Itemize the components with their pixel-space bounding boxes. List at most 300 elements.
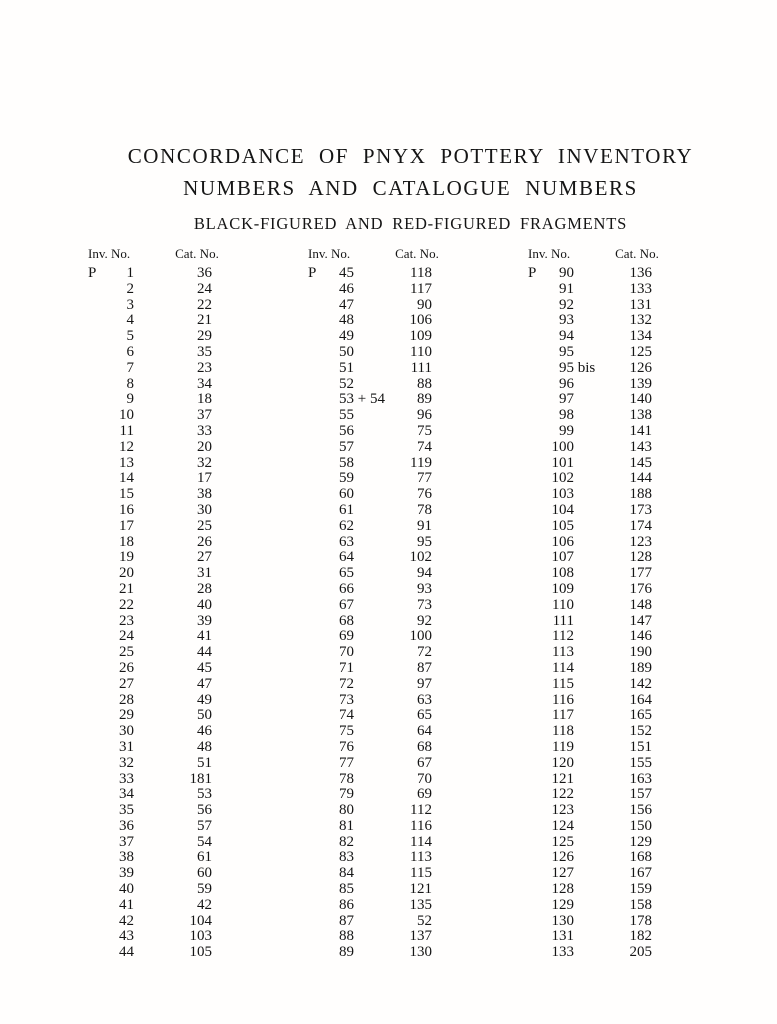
inventory-prefix [308, 693, 328, 709]
inventory-prefix [88, 740, 108, 756]
table-row [308, 677, 436, 693]
inventory-prefix [308, 582, 328, 598]
table-row [528, 929, 656, 945]
inventory-prefix [88, 440, 108, 456]
inventory-prefix [308, 361, 328, 377]
table-row [308, 408, 436, 424]
table-row [88, 882, 216, 898]
catalogue-number: 131 [629, 296, 652, 313]
catalogue-number: 23 [197, 359, 212, 376]
catalogue-number: 123 [629, 533, 652, 550]
inventory-prefix [308, 566, 328, 582]
catalogue-number: 163 [629, 770, 652, 787]
table-row [528, 519, 656, 535]
inventory-number: 68 [339, 612, 354, 629]
inventory-number: 91 [559, 280, 574, 297]
inventory-number: 84 [339, 865, 354, 882]
inventory-prefix [308, 882, 328, 898]
table-row [88, 550, 216, 566]
table-row [528, 629, 656, 645]
rows [88, 266, 216, 961]
inventory-number: 100 [551, 438, 574, 455]
inventory-prefix [88, 661, 108, 677]
inventory-prefix [88, 850, 108, 866]
rows [308, 266, 436, 961]
catalogue-number: 40 [197, 596, 212, 613]
catalogue-number: 126 [629, 359, 652, 376]
inventory-number: 121 [551, 770, 574, 787]
catalogue-number: 94 [417, 565, 432, 582]
inventory-prefix [308, 677, 328, 693]
table-row [308, 803, 436, 819]
inventory-prefix [88, 329, 108, 345]
inventory-prefix [88, 629, 108, 645]
table-row [308, 835, 436, 851]
catalogue-number: 173 [629, 501, 652, 518]
catalogue-number: 42 [197, 896, 212, 913]
table-row [528, 440, 656, 456]
inventory-number: 126 [551, 849, 574, 866]
catalogue-number: 144 [629, 470, 652, 487]
catalogue-number: 102 [409, 549, 432, 566]
table-row [88, 519, 216, 535]
table-row [88, 361, 216, 377]
table-row [528, 329, 656, 345]
table-row [88, 566, 216, 582]
catalogue-number: 68 [417, 738, 432, 755]
inventory-prefix [308, 440, 328, 456]
catalogue-number: 50 [197, 707, 212, 724]
table-row [528, 898, 656, 914]
catalogue-number: 181 [189, 770, 212, 787]
table-row [308, 645, 436, 661]
inventory-prefix [308, 661, 328, 677]
inventory-prefix [308, 898, 328, 914]
inventory-number: 58 [339, 454, 354, 471]
inventory-number: 62 [339, 517, 354, 534]
table-row [308, 377, 436, 393]
inventory-number: 102 [551, 470, 574, 487]
inventory-number: 63 [339, 533, 354, 550]
table-row [528, 945, 656, 961]
inventory-number: 26 [119, 659, 134, 676]
inventory-prefix [528, 329, 548, 345]
table-row [528, 819, 656, 835]
inventory-number: 24 [119, 628, 134, 645]
catalogue-number: 54 [197, 833, 212, 850]
inventory-prefix [88, 313, 108, 329]
inventory-number: 117 [552, 707, 574, 724]
inventory-prefix [528, 598, 548, 614]
inventory-prefix [528, 724, 548, 740]
inventory-number: 93 [559, 312, 574, 329]
inventory-number: 89 [339, 944, 354, 961]
inventory-number: 81 [339, 817, 354, 834]
table-row [308, 598, 436, 614]
catalogue-number: 158 [629, 896, 652, 913]
inventory-prefix [88, 835, 108, 851]
catalogue-number: 146 [629, 628, 652, 645]
inventory-prefix [528, 787, 548, 803]
table-row [528, 850, 656, 866]
table-row [528, 882, 656, 898]
inventory-number: 95 [559, 343, 574, 360]
inventory-number: 69 [339, 628, 354, 645]
table-row: 95 bis 126 [528, 361, 656, 377]
inventory-number: 55 [339, 407, 354, 424]
inventory-prefix [308, 914, 328, 930]
inventory-number: 29 [119, 707, 134, 724]
inventory-prefix [528, 866, 548, 882]
inventory-number: 36 [119, 817, 134, 834]
inventory-number: 52 [339, 375, 354, 392]
table-row [528, 708, 656, 724]
title-line-1: CONCORDANCE OF PNYX POTTERY INVENTORY [127, 144, 694, 168]
inventory-prefix [88, 519, 108, 535]
table-row [88, 614, 216, 630]
catalogue-number: 137 [409, 928, 432, 945]
inventory-prefix [308, 298, 328, 314]
inventory-number: 77 [339, 754, 354, 771]
table-row [88, 377, 216, 393]
inventory-prefix [88, 550, 108, 566]
inventory-number: 60 [339, 486, 354, 503]
inventory-number: 80 [339, 802, 354, 819]
table-row [528, 550, 656, 566]
inventory-number: 61 [339, 501, 354, 518]
inventory-number: 67 [339, 596, 354, 613]
inventory-prefix [308, 629, 328, 645]
inventory-prefix [88, 614, 108, 630]
inventory-prefix [308, 329, 328, 345]
inventory-prefix [308, 345, 328, 361]
inventory-prefix [88, 819, 108, 835]
inventory-prefix [528, 535, 548, 551]
catalogue-number: 72 [417, 644, 432, 661]
inventory-prefix [528, 756, 548, 772]
table-row [88, 803, 216, 819]
inventory-number: 112 [552, 628, 574, 645]
inventory-prefix [308, 724, 328, 740]
catalogue-number: 87 [417, 659, 432, 676]
catalogue-number: 64 [417, 723, 432, 740]
inventory-prefix [528, 929, 548, 945]
table-row [308, 487, 436, 503]
inventory-number: 88 [339, 928, 354, 945]
inventory-number: 76 [339, 738, 354, 755]
inventory-prefix [528, 566, 548, 582]
catalogue-number: 136 [629, 265, 652, 281]
catalogue-number: 145 [629, 454, 652, 471]
catalogue-number: 148 [629, 596, 652, 613]
section-subtitle: BLACK-FIGURED AND RED-FIGURED FRAGMENTS [193, 214, 628, 233]
inventory-number: 83 [339, 849, 354, 866]
catalogue-number: 111 [410, 359, 432, 376]
catalogue-number: 112 [410, 802, 432, 819]
table-row [308, 866, 436, 882]
table-row [88, 629, 216, 645]
catalogue-number: 21 [197, 312, 212, 329]
inventory-number: 85 [339, 881, 354, 898]
inventory-number: 12 [119, 438, 134, 455]
inventory-prefix [88, 345, 108, 361]
inventory-number: 47 [339, 296, 354, 313]
catalogue-number: 41 [197, 628, 212, 645]
table-row [528, 914, 656, 930]
inventory-number: 101 [551, 454, 574, 471]
catalogue-number: 159 [629, 881, 652, 898]
inventory-prefix [88, 487, 108, 503]
inventory-prefix [308, 377, 328, 393]
inventory-prefix [308, 929, 328, 945]
inventory-prefix [528, 345, 548, 361]
catalogue-number: 49 [197, 691, 212, 708]
inventory-number: 133 [551, 944, 574, 961]
inventory-prefix [88, 645, 108, 661]
table-row [528, 740, 656, 756]
table-row [308, 298, 436, 314]
catalogue-number: 56 [197, 802, 212, 819]
table-row [88, 787, 216, 803]
concordance-column-1 [88, 246, 219, 961]
inventory-number: 122 [551, 786, 574, 803]
inventory-number: 131 [551, 928, 574, 945]
catalogue-number: 30 [197, 501, 212, 518]
catalogue-number: 25 [197, 517, 212, 534]
concordance-column-2 [308, 246, 439, 961]
inventory-prefix [308, 645, 328, 661]
inventory-prefix [88, 724, 108, 740]
catalogue-number: 151 [629, 738, 652, 755]
table-row [88, 898, 216, 914]
rows [528, 266, 656, 961]
inventory-number: 10 [119, 407, 134, 424]
inventory-prefix [88, 882, 108, 898]
inventory-number: 70 [339, 644, 354, 661]
table-row [88, 392, 216, 408]
catalogue-number: 91 [417, 517, 432, 534]
inventory-number: 97 [559, 391, 574, 408]
inventory-number: 15 [119, 486, 134, 503]
inventory-number: 104 [551, 501, 574, 518]
inventory-number: 45 [339, 265, 354, 281]
catalogue-number: 97 [417, 675, 432, 692]
inventory-prefix [528, 914, 548, 930]
inventory-number: 7 [126, 359, 134, 376]
table-row [308, 614, 436, 630]
catalogue-number: 205 [629, 944, 652, 961]
catalogue-number: 65 [417, 707, 432, 724]
table-row [308, 629, 436, 645]
catalogue-number: 48 [197, 738, 212, 755]
catalogue-number: 96 [417, 407, 432, 424]
table-row [88, 835, 216, 851]
inventory-number: 74 [339, 707, 354, 724]
inventory-number: 115 [552, 675, 574, 692]
table-row [528, 677, 656, 693]
table-row [88, 313, 216, 329]
inventory-number: 34 [119, 786, 134, 803]
inventory-number: 94 [559, 328, 574, 345]
inventory-prefix [88, 408, 108, 424]
table-row [308, 882, 436, 898]
inventory-prefix [308, 835, 328, 851]
inventory-prefix [88, 787, 108, 803]
table-row [88, 708, 216, 724]
inventory-prefix [528, 582, 548, 598]
table-row [528, 724, 656, 740]
inventory-prefix [308, 598, 328, 614]
inventory-prefix [88, 756, 108, 772]
table-row [88, 598, 216, 614]
inventory-prefix [308, 772, 328, 788]
inventory-prefix [308, 614, 328, 630]
inventory-number: 27 [119, 675, 134, 692]
inventory-prefix [528, 392, 548, 408]
inventory-prefix [88, 566, 108, 582]
table-row [88, 724, 216, 740]
inventory-prefix [88, 803, 108, 819]
catalogue-number: 138 [629, 407, 652, 424]
catalogue-number: 69 [417, 786, 432, 803]
inventory-prefix [308, 313, 328, 329]
column-headers [88, 246, 219, 262]
catalogue-number: 118 [410, 265, 432, 281]
catalogue-number: 155 [629, 754, 652, 771]
inventory-prefix [308, 408, 328, 424]
table-row [88, 693, 216, 709]
catalogue-number: 116 [410, 817, 432, 834]
inventory-prefix [308, 471, 328, 487]
table-row [308, 535, 436, 551]
catalogue-number: 133 [629, 280, 652, 297]
inventory-number: 128 [551, 881, 574, 898]
table-row [528, 266, 656, 282]
inventory-number: 23 [119, 612, 134, 629]
catalogue-number: 70 [417, 770, 432, 787]
catalogue-number: 59 [197, 881, 212, 898]
catalogue-number: 45 [197, 659, 212, 676]
inventory-prefix [88, 708, 108, 724]
catalogue-number: 105 [189, 944, 212, 961]
table-row [308, 566, 436, 582]
table-row [88, 756, 216, 772]
table-row [88, 819, 216, 835]
table-row [308, 772, 436, 788]
table-row [528, 345, 656, 361]
inventory-prefix [528, 440, 548, 456]
catalogue-number: 142 [629, 675, 652, 692]
inventory-number: 1 [126, 265, 134, 281]
table-row [88, 772, 216, 788]
catalogue-number: 147 [629, 612, 652, 629]
inventory-prefix [308, 803, 328, 819]
inventory-number: 19 [119, 549, 134, 566]
inventory-number: 25 [119, 644, 134, 661]
table-row [528, 582, 656, 598]
inventory-prefix [88, 471, 108, 487]
inventory-prefix [88, 503, 108, 519]
catalogue-number: 88 [417, 375, 432, 392]
catalogue-number: 51 [197, 754, 212, 771]
inventory-number: 123 [551, 802, 574, 819]
inventory-prefix [308, 740, 328, 756]
table-row [528, 693, 656, 709]
catalogue-number: 188 [629, 486, 652, 503]
table-row [88, 929, 216, 945]
catalogue-number: 77 [417, 470, 432, 487]
catalogue-number: 93 [417, 580, 432, 597]
table-row [528, 487, 656, 503]
inventory-number: 72 [339, 675, 354, 692]
inventory-number: 3 [126, 296, 134, 313]
catalogue-number: 95 [417, 533, 432, 550]
inventory-number: 118 [552, 723, 574, 740]
inventory-prefix: P [308, 265, 317, 281]
inventory-number: 124 [551, 817, 574, 834]
inventory-prefix [528, 408, 548, 424]
inventory-prefix [528, 898, 548, 914]
inventory-number: 87 [339, 912, 354, 929]
table-row [528, 787, 656, 803]
catalogue-number: 165 [629, 707, 652, 724]
inventory-prefix [88, 945, 108, 961]
inventory-prefix [88, 693, 108, 709]
table-row [88, 661, 216, 677]
catalogue-number: 35 [197, 343, 212, 360]
inventory-number: 20 [119, 565, 134, 582]
catalogue-number: 90 [417, 296, 432, 313]
cat-no-header: Cat. No. [615, 246, 659, 261]
inventory-prefix [308, 519, 328, 535]
inventory-prefix [528, 298, 548, 314]
table-row [528, 471, 656, 487]
catalogue-number: 92 [417, 612, 432, 629]
catalogue-number: 52 [417, 912, 432, 929]
catalogue-number: 26 [197, 533, 212, 550]
catalogue-number: 39 [197, 612, 212, 629]
catalogue-number: 156 [629, 802, 652, 819]
inventory-prefix [528, 361, 548, 377]
table-row [528, 408, 656, 424]
table-row [528, 803, 656, 819]
inventory-prefix [528, 456, 548, 472]
catalogue-number: 76 [417, 486, 432, 503]
table-row [528, 535, 656, 551]
inventory-number: 109 [551, 580, 574, 597]
inventory-number: 71 [339, 659, 354, 676]
catalogue-number: 174 [629, 517, 652, 534]
inventory-prefix [528, 471, 548, 487]
inventory-prefix [308, 708, 328, 724]
catalogue-number: 135 [409, 896, 432, 913]
inventory-number: 106 [551, 533, 574, 550]
inventory-prefix [528, 645, 548, 661]
inventory-number: 92 [559, 296, 574, 313]
table-row [528, 392, 656, 408]
inventory-number: 64 [339, 549, 354, 566]
inventory-prefix [528, 945, 548, 961]
table-row [308, 661, 436, 677]
inventory-number: 32 [119, 754, 134, 771]
column-headers [308, 246, 439, 262]
inventory-number: 28 [119, 691, 134, 708]
table-row [528, 282, 656, 298]
table-row [88, 945, 216, 961]
table-row [88, 866, 216, 882]
inventory-prefix [528, 850, 548, 866]
catalogue-number: 74 [417, 438, 432, 455]
